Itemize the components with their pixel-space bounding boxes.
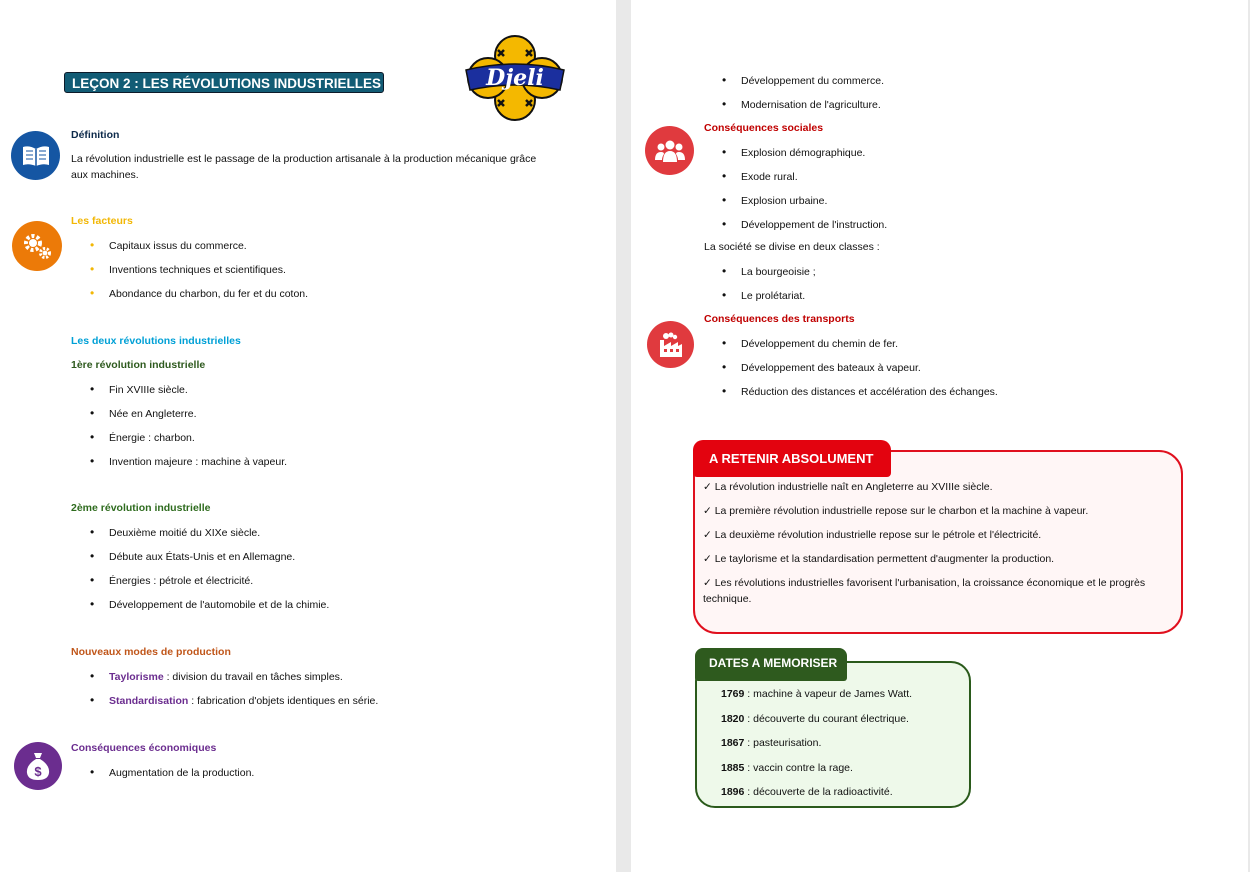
list-item: • Débute aux États-Unis et en Allemagne. — [90, 549, 296, 563]
svg-text:$: $ — [34, 764, 42, 779]
list-item: • Développement de l'instruction. — [722, 217, 888, 231]
retain-item: ✓ Le taylorisme et la standardisation permettent d'augmenter la production. — [703, 553, 1055, 565]
factory-icon — [647, 321, 694, 368]
list-item: • Développement du chemin de fer. — [722, 336, 899, 350]
economic-heading: Conséquences économiques — [71, 742, 217, 754]
list-item: • Deuxième moitié du XIXe siècle. — [90, 525, 261, 539]
factors-heading: Les facteurs — [71, 215, 133, 227]
list-item: • Inventions techniques et scientifiques. — [90, 262, 286, 276]
second-revolution-list — [71, 526, 329, 622]
list-item: • Invention majeure : machine à vapeur. — [90, 454, 288, 468]
list-item: • Développement de l'automobile et de la chimie. — [90, 597, 330, 611]
djeli-logo — [462, 34, 568, 122]
definition-text: La révolution industrielle est le passage de la production artisanale à la production mécanique grâce aux machines. — [71, 153, 537, 181]
second-revolution-heading: 2ème révolution industrielle — [71, 502, 211, 514]
list-item: • La bourgeoisie ; — [722, 264, 816, 278]
date-item: 1820 : découverte du courant électrique. — [721, 712, 909, 725]
economic-list — [71, 766, 254, 790]
modes-heading: Nouveaux modes de production — [71, 646, 231, 658]
classes-intro: La société se divise en deux classes : — [704, 241, 880, 253]
book-icon — [11, 131, 60, 180]
list-item: • Augmentation de la production. — [90, 765, 255, 779]
money-bag-icon — [14, 742, 62, 790]
social-list — [703, 146, 887, 242]
list-item: • Abondance du charbon, du fer et du coton. — [90, 286, 309, 300]
date-item: 1885 : vaccin contre la rage. — [721, 761, 853, 774]
retain-item: ✓ La deuxième révolution industrielle repose sur le pétrole et l'électricité. — [703, 529, 1042, 541]
list-item: • Capitaux issus du commerce. — [90, 238, 247, 252]
transport-list — [703, 337, 998, 409]
svg-text:Djeli: Djeli — [486, 65, 544, 91]
page-left — [0, 0, 616, 872]
retain-list — [703, 479, 1173, 615]
retain-label: A RETENIR ABSOLUMENT — [693, 440, 891, 477]
list-item: • Énergies : pétrole et électricité. — [90, 573, 254, 587]
list-item: • Le prolétariat. — [722, 288, 806, 302]
economic-continued-list — [703, 74, 884, 122]
list-item: • Développement du commerce. — [722, 73, 884, 87]
retain-item: ✓ La première révolution industrielle repose sur le charbon et la machine à vapeur. — [703, 505, 1089, 517]
revolutions-heading: Les deux révolutions industrielles — [71, 335, 241, 347]
list-item: • Explosion démographique. — [722, 145, 866, 159]
lesson-title: LEÇON 2 : LES RÉVOLUTIONS INDUSTRIELLES — [64, 72, 384, 93]
list-item: • Née en Angleterre. — [90, 406, 197, 420]
date-item: 1867 : pasteurisation. — [721, 737, 822, 750]
list-item: • Fin XVIIIe siècle. — [90, 382, 188, 396]
list-item: • Standardisation : fabrication d'objets identiques en série. — [90, 693, 379, 707]
list-item: • Énergie : charbon. — [90, 430, 195, 444]
list-item: • Exode rural. — [722, 169, 798, 183]
social-heading: Conséquences sociales — [704, 122, 824, 134]
retain-item: ✓ La révolution industrielle naît en Angleterre au XVIIIe siècle. — [703, 481, 993, 493]
first-revolution-list — [71, 383, 287, 479]
transport-heading: Conséquences des transports — [704, 313, 855, 325]
list-item: • Réduction des distances et accélération des échanges. — [722, 384, 998, 398]
dates-label: DATES A MEMORISER — [695, 648, 847, 681]
gears-icon — [12, 221, 62, 271]
retain-item: ✓ Les révolutions industrielles favorisent l'urbanisation, la croissance économique et le progrès technique. — [703, 577, 1146, 605]
dates-list — [721, 687, 912, 810]
list-item: • Modernisation de l'agriculture. — [722, 97, 881, 111]
first-revolution-heading: 1ère révolution industrielle — [71, 359, 206, 371]
classes-list — [703, 265, 816, 313]
definition-heading: Définition — [71, 129, 120, 141]
page-right — [631, 0, 1248, 872]
date-item: 1896 : découverte de la radioactivité. — [721, 786, 893, 799]
people-icon — [645, 126, 694, 175]
list-item: • Explosion urbaine. — [722, 193, 828, 207]
factors-list — [71, 239, 308, 311]
list-item: • Taylorisme : division du travail en tâches simples. — [90, 669, 343, 683]
list-item: • Développement des bateaux à vapeur. — [722, 360, 921, 374]
modes-list — [71, 670, 378, 718]
date-item: 1769 : machine à vapeur de James Watt. — [721, 688, 913, 700]
